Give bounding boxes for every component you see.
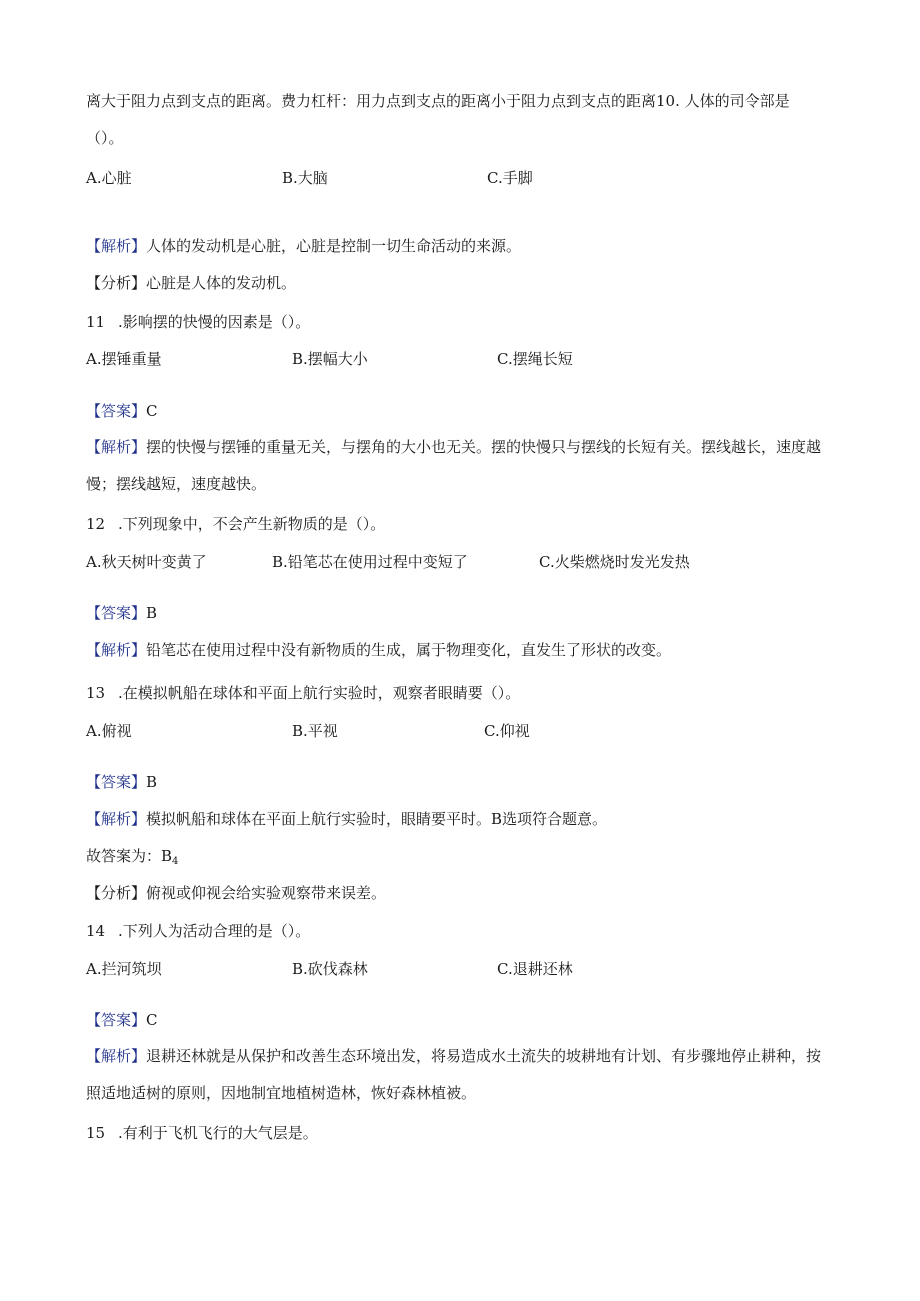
- q12-analysis-text: 铅笔芯在使用过程中没有新物质的生成，属于物理变化，直发生了形状的改变。: [146, 641, 672, 659]
- q13-fenxi: [86, 883, 386, 903]
- q12-analysis: [86, 640, 671, 660]
- q14-stem: [86, 921, 310, 941]
- q14-option-b: B.砍伐森林: [292, 960, 368, 978]
- q10-option-a: A.心脏: [86, 169, 132, 187]
- q15-stem-text: .有利于飞机飞行的大气层是。: [118, 1124, 318, 1142]
- q13-analysis-text: 模拟帆船和球体在平面上航行实验时，眼睛要平时。B选项符合题意。: [146, 810, 608, 828]
- q15-number: 15: [86, 1124, 106, 1142]
- q10-option-c: C.手脚: [487, 169, 533, 187]
- q12-stem-text: .下列现象中，不会产生新物质的是（）。: [118, 515, 386, 533]
- q10-stem-line2: （）。: [86, 129, 124, 147]
- q13-final-sub: 4: [172, 856, 179, 867]
- analysis-label: 【解析】: [86, 237, 147, 255]
- analysis-label: 【解析】: [86, 810, 147, 828]
- q10-fenxi: [86, 273, 296, 293]
- q10-fenxi-text: 心脏是人体的发动机。: [146, 274, 297, 292]
- q13-answer-value: B: [146, 773, 158, 791]
- analysis-label: 【解析】: [86, 1047, 147, 1065]
- answer-label: 【答案】: [86, 773, 147, 791]
- q14-analysis: [86, 1038, 826, 1112]
- answer-label: 【答案】: [86, 1011, 147, 1029]
- q10-analysis-text: 人体的发动机是心脏，心脏是控制一切生命活动的来源。: [146, 237, 522, 255]
- q10-analysis: [86, 236, 521, 256]
- q11-option-c: C.摆绳长短: [497, 350, 573, 368]
- q11-analysis-text: 摆的快慢与摆锤的重量无关，与摆角的大小也无关。摆的快慢只与摆线的长短有关。摆线越长，速度越慢；摆线越短，速度越快。: [86, 438, 822, 493]
- analysis-label: 【解析】: [86, 438, 147, 456]
- q12-answer-value: B: [146, 604, 158, 622]
- q13-option-a: A.俯视: [86, 722, 132, 740]
- q14-answer-value: C: [146, 1011, 158, 1029]
- fenxi-label: 【分析】: [86, 274, 147, 292]
- answer-label: 【答案】: [86, 402, 147, 420]
- q11-number: 11: [86, 313, 106, 331]
- q11-stem-text: .影响摆的快慢的因素是（）。: [118, 313, 311, 331]
- q12-option-c: C.火柴燃烧时发光发热: [539, 553, 690, 571]
- q13-final-answer: [86, 846, 178, 872]
- q11-answer: [86, 401, 158, 421]
- q11-option-b: B.摆幅大小: [292, 350, 368, 368]
- q15-stem: [86, 1123, 318, 1143]
- q14-option-a: A.拦河筑坝: [86, 960, 162, 978]
- q10-stem-line1: 离大于阻力点到支点的距离。费力杠杆：用力点到支点的距离小于阻力点到支点的距离10. 人体的司令部是: [86, 92, 790, 110]
- q12-number: 12: [86, 515, 106, 533]
- q13-option-c: C.仰视: [484, 722, 530, 740]
- q11-analysis: [86, 429, 826, 503]
- q14-answer: [86, 1010, 158, 1030]
- fenxi-label: 【分析】: [86, 884, 147, 902]
- q13-fenxi-text: 俯视或仰视会给实验观察带来误差。: [146, 884, 387, 902]
- q14-option-c: C.退耕还林: [497, 960, 573, 978]
- q13-stem: [86, 683, 520, 703]
- answer-label: 【答案】: [86, 604, 147, 622]
- q11-answer-value: C: [146, 402, 158, 420]
- q11-option-a: A.摆锤重量: [86, 350, 162, 368]
- q12-stem: [86, 514, 385, 534]
- q12-answer: [86, 603, 157, 623]
- q13-final-prefix: 故答案为：B: [86, 847, 173, 865]
- q14-analysis-text: 退耕还林就是从保护和改善生态环境出发，将易造成水土流失的坡耕地有计划、有步骤地停止耕种，按照适地适树的原则，因地制宜地植树造林，恢好森林植被。: [86, 1047, 822, 1102]
- q13-option-b: B.平视: [292, 722, 338, 740]
- q12-option-b: B.铅笔芯在使用过程中变短了: [272, 553, 468, 571]
- q13-stem-text: .在模拟帆船在球体和平面上航行实验时，观察者眼睛要（）。: [118, 684, 521, 702]
- q13-number: 13: [86, 684, 106, 702]
- q13-answer: [86, 772, 157, 792]
- q14-number: 14: [86, 922, 106, 940]
- q11-stem: [86, 312, 310, 332]
- analysis-label: 【解析】: [86, 641, 147, 659]
- q10-option-b: B.大脑: [282, 169, 328, 187]
- q14-stem-text: .下列人为活动合理的是（）。: [118, 922, 311, 940]
- q12-option-a: A.秋天树叶变黄了: [86, 553, 207, 571]
- q13-analysis: [86, 809, 607, 829]
